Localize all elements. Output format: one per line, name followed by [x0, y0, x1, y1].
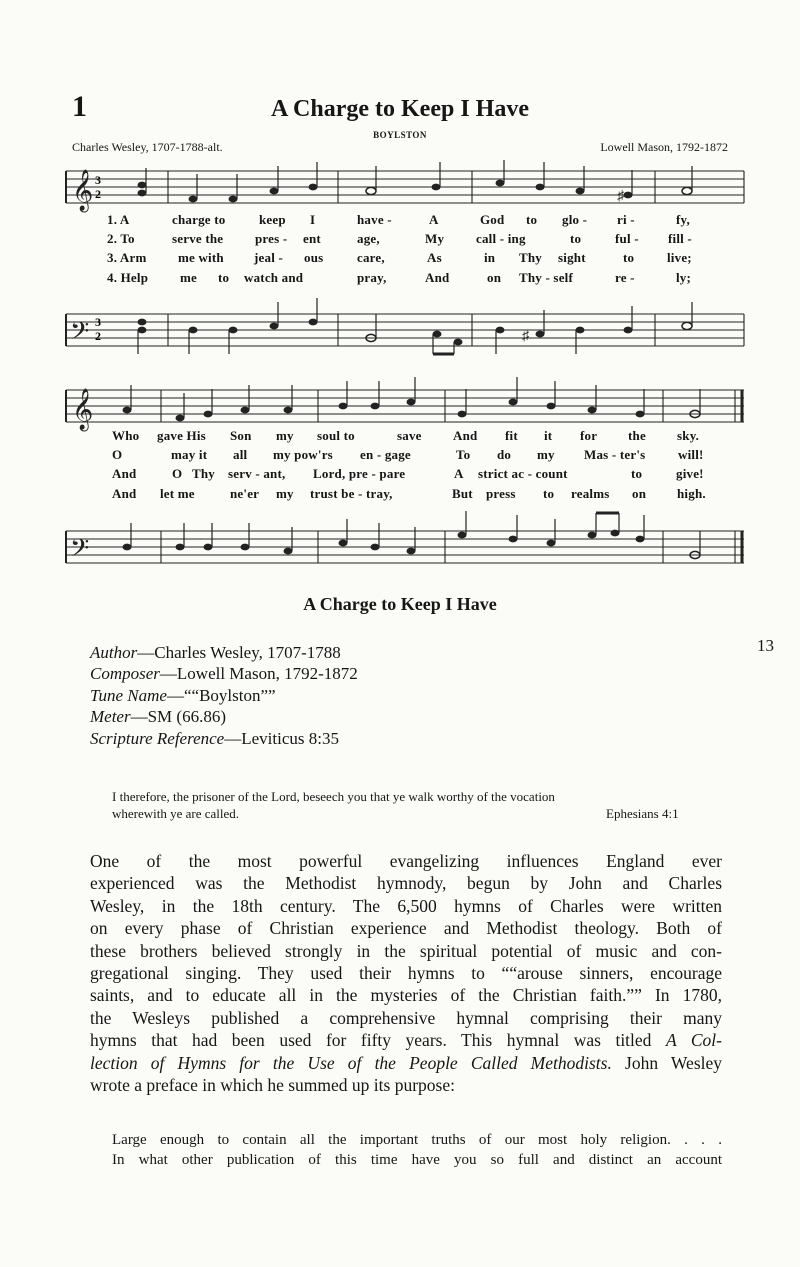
- paragraph-line: saints, and to educate all in the mysteries of the Christian faith.”” In 1780,: [90, 985, 722, 1006]
- syllable: to: [631, 466, 643, 481]
- meta-scripture-reference: Scripture Reference—Leviticus 8:35: [90, 728, 339, 748]
- syllable: my pow'rs: [273, 447, 333, 462]
- syllable: keep: [259, 212, 286, 227]
- paragraph-line: hymns that had been used for fifty years. This hymnal was titled A Col-: [90, 1030, 722, 1051]
- syllable: Who: [112, 428, 140, 443]
- syllable: ly;: [676, 270, 692, 285]
- quote-line: In what other publication of this time have you so full and distinct an account: [112, 1152, 722, 1168]
- syllable: in: [484, 250, 496, 265]
- lyrics-verse-4b: [0, 486, 800, 505]
- syllable: my: [276, 486, 294, 501]
- lyrics-verse-4a: [0, 270, 800, 289]
- lyrics-verse-3b: [0, 466, 800, 485]
- syllable: O: [112, 447, 123, 462]
- syllable: serv - ant,: [228, 466, 286, 481]
- svg-text:2: 2: [95, 329, 101, 343]
- paragraph-line: wrote a preface in which he summed up its purpose:: [90, 1074, 455, 1095]
- syllable: high.: [677, 486, 706, 501]
- syllable: give!: [676, 466, 704, 481]
- syllable: it: [544, 428, 553, 443]
- syllable: may it: [171, 447, 208, 462]
- syllable: on: [487, 270, 502, 285]
- treble-staff-1: [0, 160, 800, 220]
- syllable: Mas - ter's: [584, 447, 646, 462]
- syllable: on: [632, 486, 647, 501]
- syllable: fy,: [676, 212, 690, 227]
- syllable: strict ac - count: [478, 466, 568, 481]
- syllable: to: [543, 486, 555, 501]
- syllable: 2. To: [107, 231, 135, 246]
- syllable: to: [218, 270, 230, 285]
- meta-author: Author—Charles Wesley, 1707-1788: [90, 643, 341, 662]
- paragraph-line: One of the most powerful evangelizing influences England ever: [90, 851, 722, 871]
- book-title: lection of Hymns for the Use of the People Called Methodists.: [90, 1052, 612, 1073]
- svg-text:3: 3: [95, 315, 101, 329]
- syllable: soul to: [317, 428, 355, 443]
- syllable: to: [570, 231, 582, 246]
- syllable: re -: [615, 270, 635, 285]
- syllable: Lord, pre - pare: [313, 466, 406, 481]
- syllable: live;: [667, 250, 692, 265]
- syllable: 1. A: [107, 212, 130, 227]
- meta-tune-name: Tune Name—““Boylston””: [90, 685, 276, 705]
- syllable: O: [172, 466, 183, 481]
- lyrics-verse-2b: [0, 447, 800, 466]
- paragraph-line: on every phase of Christian experience and Methodist theology. Both of: [90, 918, 722, 939]
- treble-clef-icon: 𝄞: [72, 170, 94, 211]
- syllable: press: [486, 486, 516, 501]
- syllable: me with: [178, 250, 224, 265]
- syllable: call - ing: [476, 231, 526, 246]
- syllable: serve the: [172, 231, 224, 246]
- syllable: Thy - self: [519, 270, 573, 285]
- syllable: to: [623, 250, 635, 265]
- paragraph-line: the Wesleys published a comprehensive hymnal comprising their many: [90, 1007, 722, 1028]
- syllable: A: [454, 466, 464, 481]
- syllable: realms: [571, 486, 610, 501]
- hymn-number: 1: [72, 90, 87, 123]
- syllable: jeal -: [254, 250, 283, 265]
- syllable: save: [397, 428, 422, 443]
- syllable: gave His: [157, 428, 206, 443]
- paragraph-line: these brothers believed strongly in the spiritual potential of music and con-: [90, 940, 722, 961]
- syllable: do: [497, 447, 512, 462]
- syllable: 4. Help: [107, 270, 149, 285]
- syllable: for: [580, 428, 598, 443]
- syllable: charge to: [172, 212, 226, 227]
- syllable: God: [480, 212, 505, 227]
- meta-meter: Meter—SM (66.86): [90, 707, 226, 727]
- syllable: And: [112, 486, 137, 501]
- scripture-line-1: I therefore, the prisoner of the Lord, beseech you that ye walk worthy of the vocation: [112, 789, 555, 804]
- syllable: ne'er: [230, 486, 260, 501]
- lyrics-verse-3a: [0, 250, 800, 269]
- syllable: fit: [505, 428, 518, 443]
- syllable: As: [427, 250, 442, 265]
- syllable: My: [425, 231, 445, 246]
- svg-text:2: 2: [95, 187, 101, 201]
- bass-clef-icon: 𝄢: [70, 317, 90, 352]
- sharp-icon: ♯: [522, 329, 529, 344]
- syllable: And: [425, 270, 450, 285]
- syllable: en - gage: [360, 447, 411, 462]
- preface-quote: [112, 1130, 722, 1170]
- syllable: all: [233, 447, 248, 462]
- syllable: will!: [678, 447, 704, 462]
- scripture-line-2: wherewith ye are called.: [112, 806, 240, 821]
- meta-composer: Composer—Lowell Mason, 1792-1872: [90, 664, 358, 684]
- syllable: To: [456, 447, 471, 462]
- syllable: I: [310, 212, 316, 227]
- page-number: 13: [757, 636, 774, 655]
- syllable: And: [453, 428, 478, 443]
- bass-staff-1: [0, 288, 800, 360]
- syllable: Thy: [519, 250, 543, 265]
- paragraph-line: lection of Hymns for the Use of the People Called Methodists. John Wesley: [90, 1052, 723, 1073]
- quote-line: Large enough to contain all the important truths of our most holy religion. . . .: [112, 1132, 722, 1148]
- tune-name: BOYLSTON: [373, 130, 427, 140]
- body-paragraph: [90, 850, 722, 1096]
- syllable: glo -: [562, 212, 588, 227]
- lyrics-verse-1a: [0, 212, 800, 231]
- syllable: my: [276, 428, 294, 443]
- syllable: watch and: [244, 270, 304, 285]
- bass-staff-2: [0, 505, 800, 577]
- syllable: sky.: [677, 428, 700, 443]
- syllable: have -: [357, 212, 392, 227]
- syllable: And: [112, 466, 137, 481]
- paragraph-line: gregational singing. They used their hymns to ““arouse sinners, encourage: [90, 962, 722, 983]
- commentary-title: A Charge to Keep I Have: [303, 594, 497, 614]
- syllable: to: [526, 212, 538, 227]
- syllable: ous: [304, 250, 324, 265]
- scripture-citation: Ephesians 4:1: [606, 806, 679, 821]
- syllable: ent: [303, 231, 321, 246]
- syllable: A: [429, 212, 439, 227]
- syllable: pres -: [255, 231, 288, 246]
- syllable: my: [537, 447, 555, 462]
- sharp-icon: ♯: [617, 189, 624, 204]
- lyrics-verse-1b: [0, 428, 800, 447]
- svg-text:3: 3: [95, 173, 101, 187]
- syllable: age,: [357, 231, 380, 246]
- syllable: let me: [160, 486, 195, 501]
- paragraph-line: experienced was the Methodist hymnody, begun by John and Charles: [90, 873, 722, 894]
- syllable: care,: [357, 250, 385, 265]
- syllable: trust be - tray,: [310, 486, 393, 501]
- book-title: A Col-: [665, 1030, 722, 1051]
- syllable: fill -: [668, 231, 692, 246]
- syllable: pray,: [357, 270, 387, 285]
- syllable: Thy: [192, 466, 216, 481]
- syllable: ful -: [615, 231, 639, 246]
- music-credit: Lowell Mason, 1792-1872: [600, 140, 728, 154]
- syllable: ri -: [617, 212, 635, 227]
- syllable: the: [628, 428, 646, 443]
- hymn-metadata: [90, 642, 358, 749]
- syllable: Son: [230, 428, 252, 443]
- text-credit: Charles Wesley, 1707-1788-alt.: [72, 140, 223, 154]
- treble-clef-icon: 𝄞: [72, 389, 94, 430]
- syllable: But: [452, 486, 473, 501]
- syllable: 3. Arm: [107, 250, 147, 265]
- syllable: me: [180, 270, 197, 285]
- lyrics-verse-2a: [0, 231, 800, 250]
- syllable: sight: [558, 250, 586, 265]
- paragraph-line: Wesley, in the 18th century. The 6,500 hymns of Charles were written: [90, 895, 722, 916]
- bass-clef-icon: 𝄢: [70, 534, 90, 569]
- hymn-title: A Charge to Keep I Have: [271, 96, 529, 122]
